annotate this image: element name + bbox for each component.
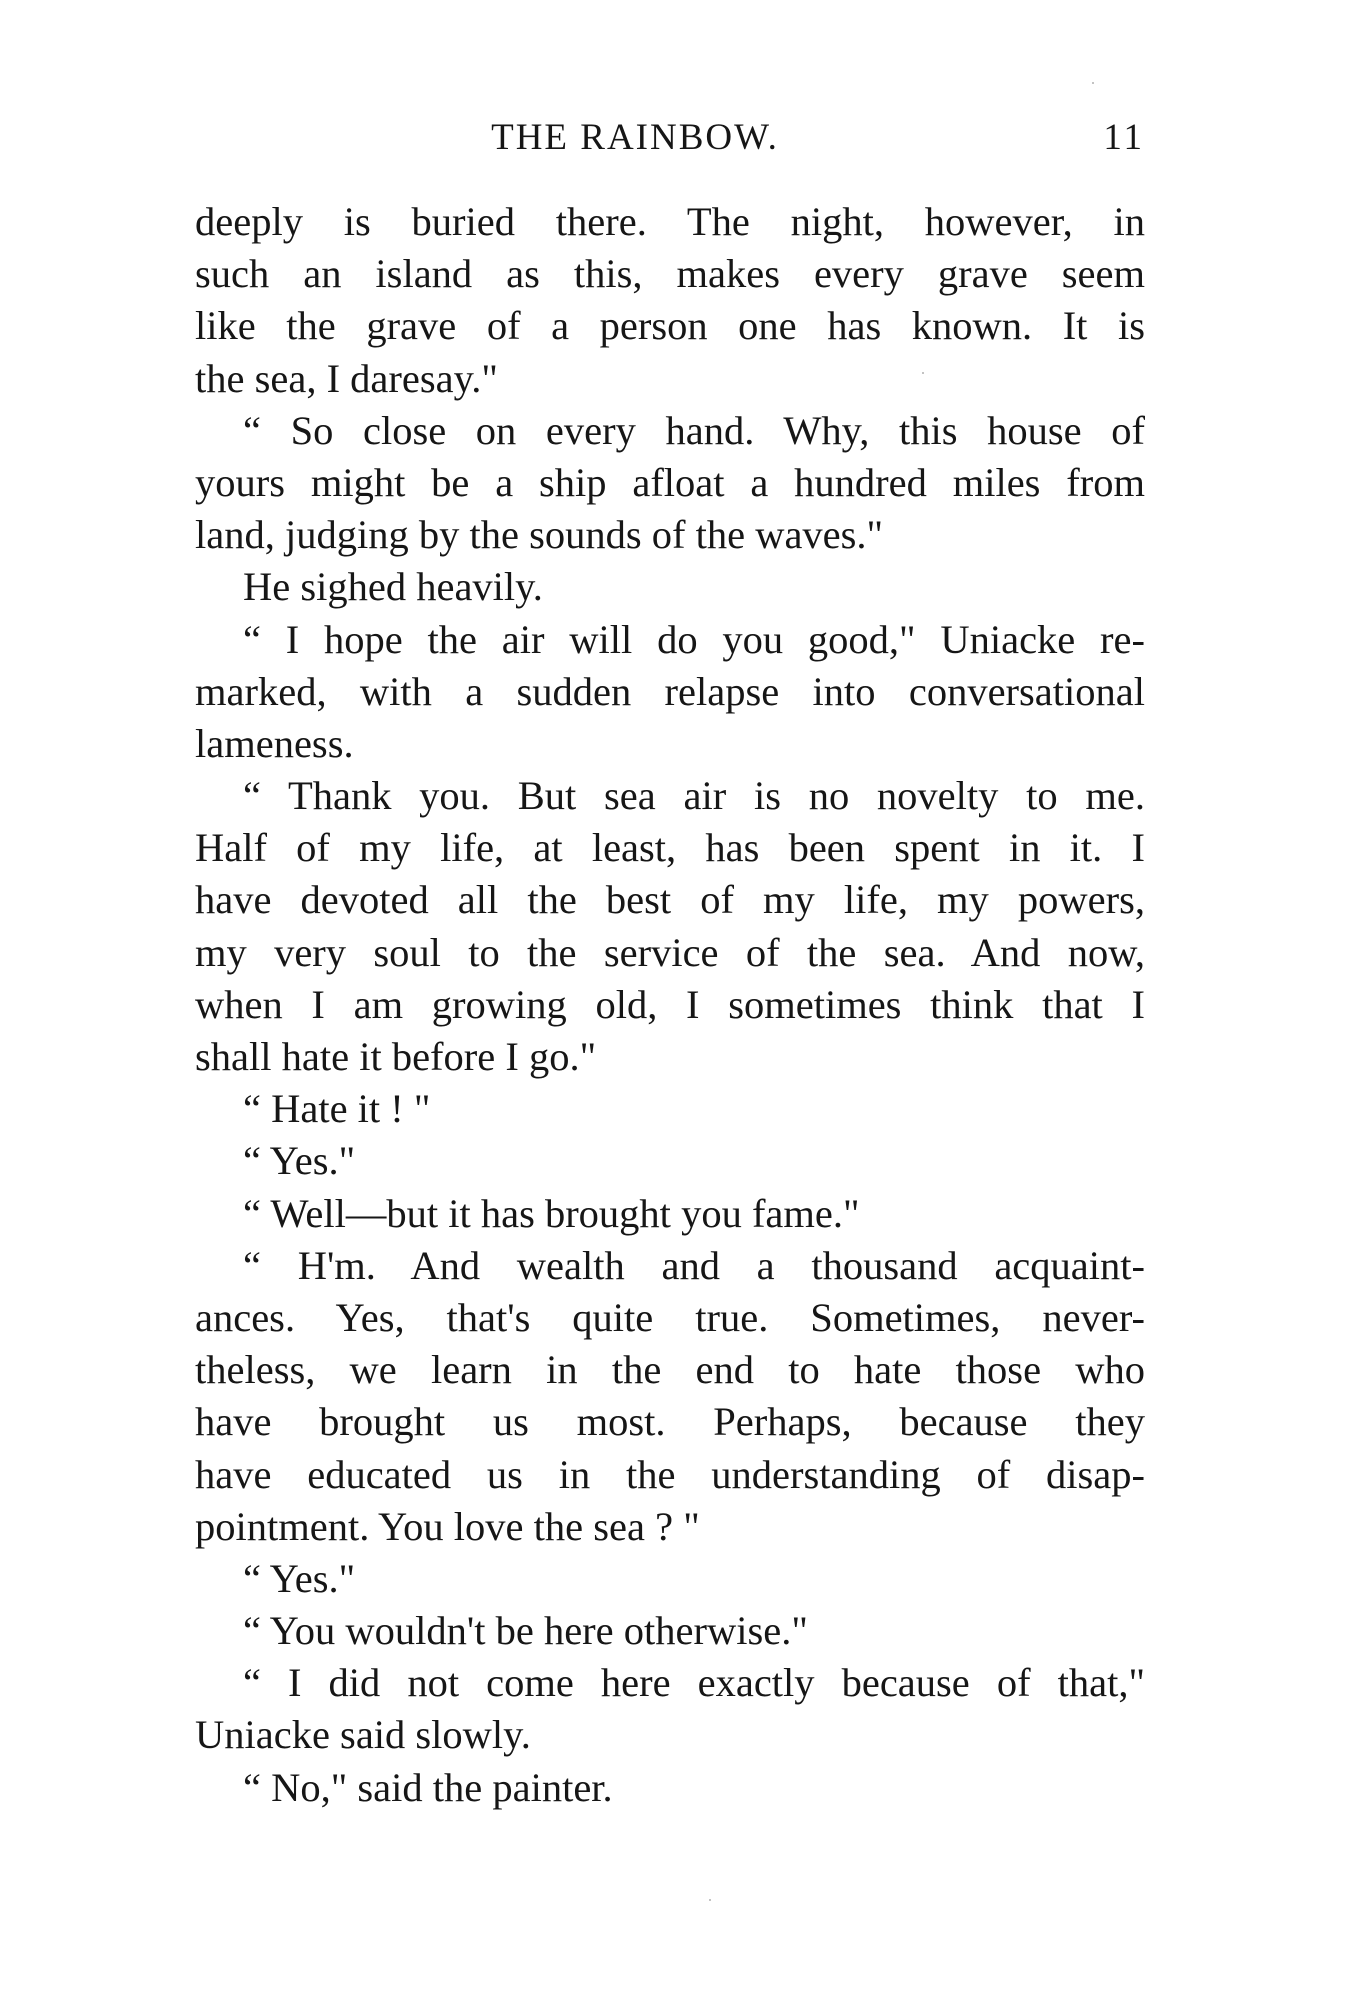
text-line: have brought us most. Perhaps, because they — [195, 1399, 1145, 1445]
text-line: such an island as this, makes every grave seem — [195, 251, 1145, 297]
text-line: “ Hate it ! " — [243, 1086, 431, 1132]
text-line: ances. Yes, that's quite true. Sometimes, never- — [195, 1294, 1145, 1340]
text-line: yours might be a ship afloat a hundred miles from — [195, 459, 1145, 505]
text-line: have devoted all the best of my life, my powers, — [195, 877, 1145, 923]
text-line: “ So close on every hand. Why, this house of — [243, 407, 1145, 453]
text-line: lameness. — [195, 720, 354, 766]
text-line: “ You wouldn't be here otherwise." — [243, 1608, 808, 1654]
text-line: “ I did not come here exactly because of that," — [243, 1660, 1145, 1706]
text-line: theless, we learn in the end to hate those who — [195, 1347, 1145, 1393]
text-line: deeply is buried there. The night, however, in — [195, 199, 1145, 244]
text-line: “ Well—but it has brought you fame." — [243, 1190, 860, 1236]
text-line: my very soul to the service of the sea. And now, — [195, 929, 1145, 975]
text-line: Uniacke said slowly. — [195, 1712, 531, 1758]
text-line: shall hate it before I go." — [195, 1034, 597, 1079]
paper-speck — [709, 1899, 711, 1901]
paper-speck — [1092, 82, 1094, 84]
text-line: marked, with a sudden relapse into conversational — [195, 668, 1145, 714]
text-line: Half of my life, at least, has been spent in it. I — [195, 825, 1145, 871]
text-line: “ Yes." — [243, 1555, 356, 1601]
page-number: 11 — [1103, 117, 1145, 158]
text-line: He sighed heavily. — [243, 564, 543, 610]
text-line: have educated us in the understanding of disap- — [195, 1451, 1145, 1497]
text-line: the sea, I daresay." — [195, 355, 498, 401]
text-line: “ Yes." — [243, 1138, 356, 1184]
text-line: “ No," said the painter. — [243, 1764, 613, 1810]
text-line: like the grave of a person one has known. It is — [195, 303, 1145, 349]
text-line: when I am growing old, I sometimes think that I — [195, 981, 1145, 1027]
running-head — [195, 116, 1145, 166]
paper-speck — [922, 372, 924, 374]
running-title: THE RAINBOW. — [491, 117, 779, 158]
text-line: “ H'm. And wealth and a thousand acquaint- — [243, 1242, 1145, 1288]
text-line: “ I hope the air will do you good," Uniacke re- — [243, 616, 1145, 662]
text-line: “ Thank you. But sea air is no novelty to me. — [243, 773, 1145, 819]
text-line: land, judging by the sounds of the waves." — [195, 512, 884, 558]
text-line: pointment. You love the sea ? " — [195, 1503, 700, 1549]
body-text — [195, 196, 1145, 1814]
